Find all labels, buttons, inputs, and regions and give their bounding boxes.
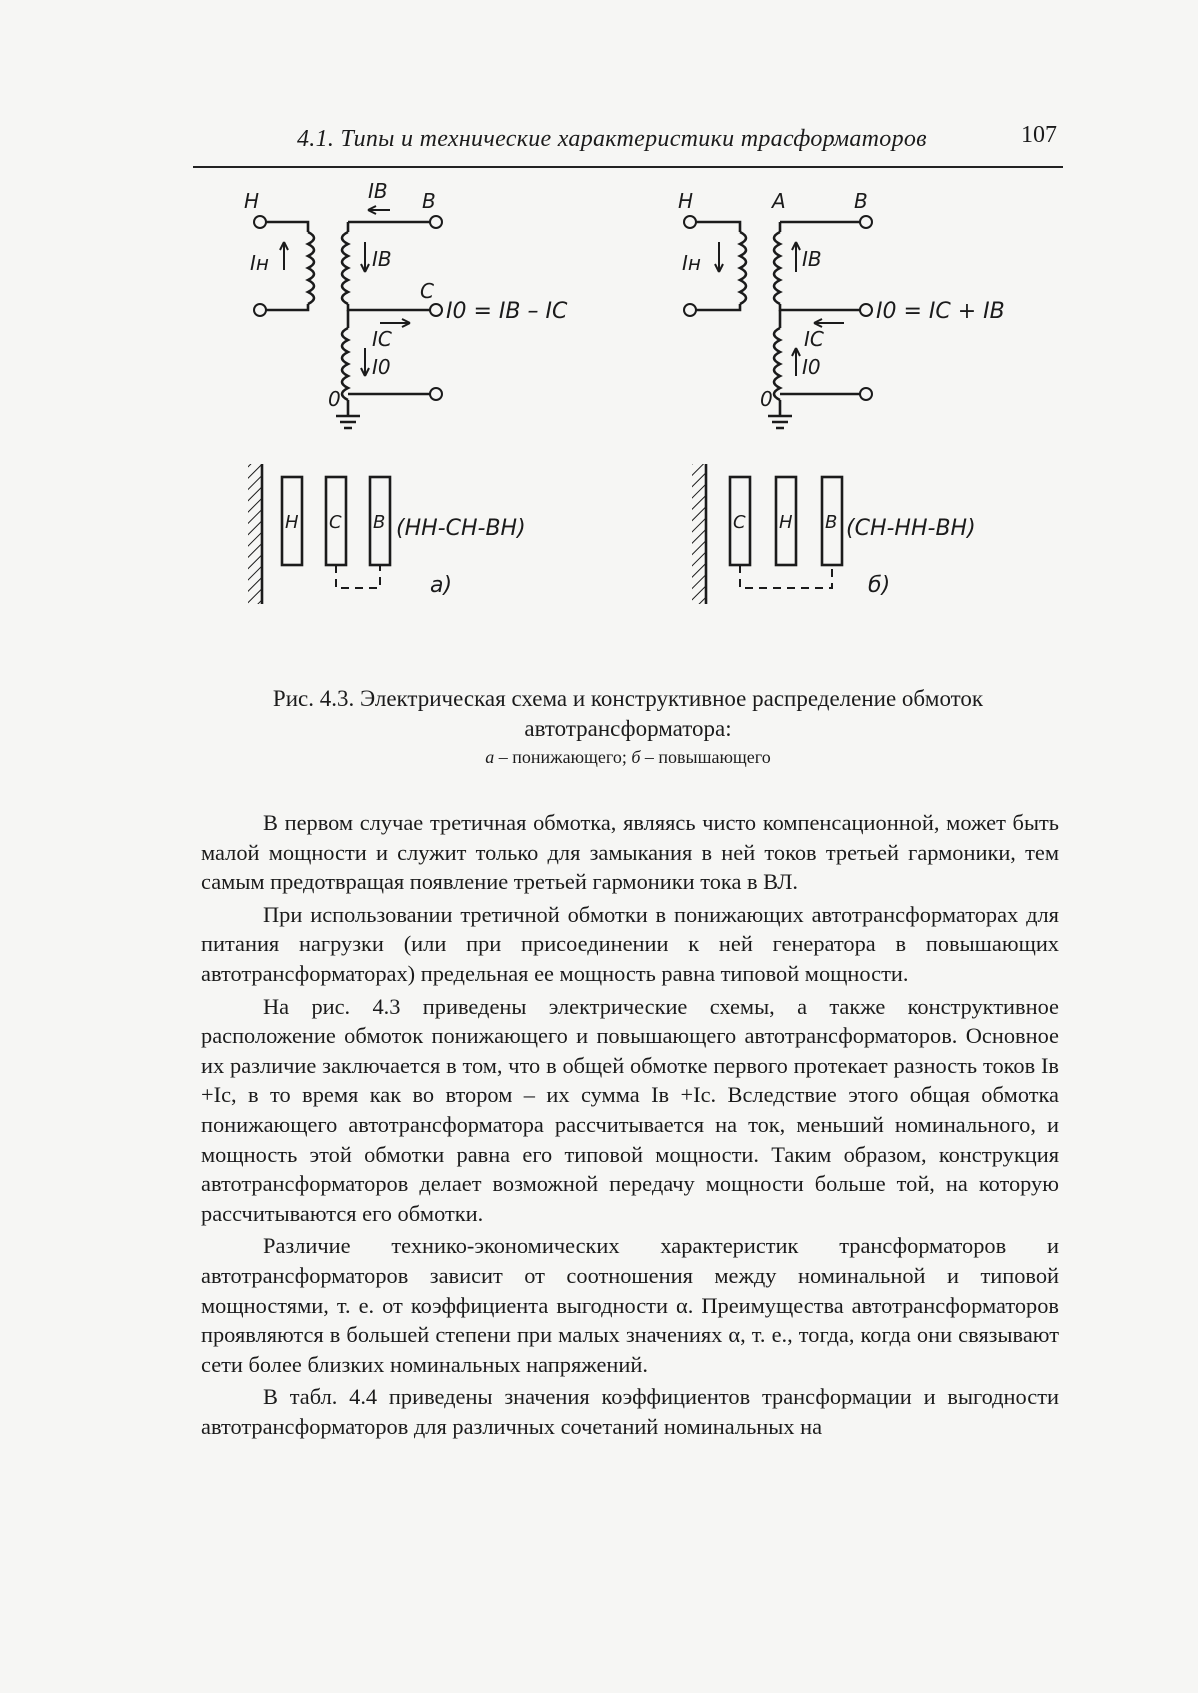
body-text <box>201 808 1059 1441</box>
diagram-b-current-v-coil: IВ <box>802 247 822 271</box>
diagram-b-current-in: Iн <box>682 251 701 275</box>
diagram-b-current-c: IС <box>804 327 824 351</box>
diagram-a-order: (НН-СН-ВН) <box>396 516 526 541</box>
diagram-b-terminal-a: А <box>772 189 786 213</box>
caption-sub-a: а <box>485 747 495 767</box>
caption-sub-b: б <box>631 747 641 767</box>
diagram-a-equation: I0 = IВ – IС <box>446 299 568 324</box>
diagram-b-current-0: I0 <box>802 355 821 379</box>
diagram-b-terminal-v: В <box>854 189 868 213</box>
autotransformer-diagram <box>240 180 1030 640</box>
caption-sub-a-text: – понижающего; <box>494 747 632 767</box>
caption-sub-b-text: – повышающего <box>640 747 771 767</box>
diagram-a-current-0: I0 <box>372 355 391 379</box>
diagram-b-equation: I0 = IС + IВ <box>876 299 1005 324</box>
paragraph: На рис. 4.3 приведены электрические схемы, а также конструктивное расположение обмоток понижающего и повышающего автотрансформаторов. Основное их различие заключается в том, что в общей обмотке первого протекает разность токов Iв +Iс, в то время как во втором – их сумма Iв +Iс. Вследствие этого общая обмотка понижающего автотрансформатора рассчитывается на ток, меньший номинального, и мощность этой обмотки равна его типовой мощности. Таким образом, конструкция автотрансформаторов делает возможной передачу мощности больше той, на которую рассчитываются его обмотки. <box>201 993 1059 1226</box>
paragraph: В табл. 4.4 приведены значения коэффициентов трансформации и выгодности автотрансформаторов для различных сочетаний номинальных на <box>201 1384 1059 1439</box>
diagram-a-terminal-h: Н <box>244 189 260 213</box>
caption-sublabels <box>193 744 1063 770</box>
diagram-b-terminal-0: 0 <box>760 387 773 411</box>
diagram-a-label: а) <box>430 573 453 598</box>
diagram-a-terminal-c: С <box>420 279 434 303</box>
diagram-a-terminal-0: 0 <box>328 387 341 411</box>
diagram-b-block-c: С <box>733 512 746 533</box>
diagram-a-current-c: IС <box>372 327 392 351</box>
diagram-b-circuit <box>684 216 872 428</box>
diagram-a-current-v-top: IВ <box>368 180 388 203</box>
page-header <box>193 118 1063 168</box>
diagram-a-current-v-coil: IВ <box>372 247 392 271</box>
paragraph: При использовании третичной обмотки в понижающих автотрансформаторах для питания нагрузки (или при присоединении к ней генератора в повышающих автотрансформаторах) предельная ее мощность равна типовой мощности. <box>201 901 1059 986</box>
caption-line-1: Рис. 4.3. Электрическая схема и конструктивное распределение обмоток <box>272 686 984 711</box>
paragraph: Различие технико-экономических характеристик трансформаторов и автотрансформаторов зависит от соотношения между номинальной и типовой мощностями, т. е. от коэффициента выгодности α. Преимущества автотрансформаторов проявляются в большей степени при малых значениях α, т. е., тогда, когда они связывают сети более близких номинальных напряжений. <box>201 1233 1059 1377</box>
paragraph: В первом случае третичная обмотка, являясь чисто компенсационной, может быть малой мощности и служит только для замыкания в ней токов третьей гармоники, тем самым предотвращая появление третьей гармоники тока в ВЛ. <box>201 810 1059 895</box>
diagram-b-terminal-h: Н <box>678 189 694 213</box>
diagram-a-terminal-v: В <box>422 189 436 213</box>
diagram-a-layout <box>248 464 390 604</box>
diagram-b-block-v: В <box>825 512 838 533</box>
diagram-a-current-in: Iн <box>250 251 269 275</box>
diagram-a-block-v: В <box>373 512 386 533</box>
diagram-a-circuit <box>254 206 442 428</box>
figure-caption <box>193 684 1063 770</box>
caption-line-2: автотрансформатора: <box>524 716 732 741</box>
diagram-a-block-h: Н <box>285 512 299 533</box>
diagram-b-order: (СН-НН-ВН) <box>846 516 976 541</box>
diagram-b-label: б) <box>868 573 891 598</box>
figure-4-3 <box>240 180 1030 640</box>
running-title: 4.1. Типы и технические характеристики трасформаторов <box>297 126 927 152</box>
diagram-b-block-h: Н <box>779 512 793 533</box>
page-number: 107 <box>1021 122 1057 148</box>
diagram-a-block-c: С <box>329 512 342 533</box>
diagram-b-layout <box>692 464 842 604</box>
